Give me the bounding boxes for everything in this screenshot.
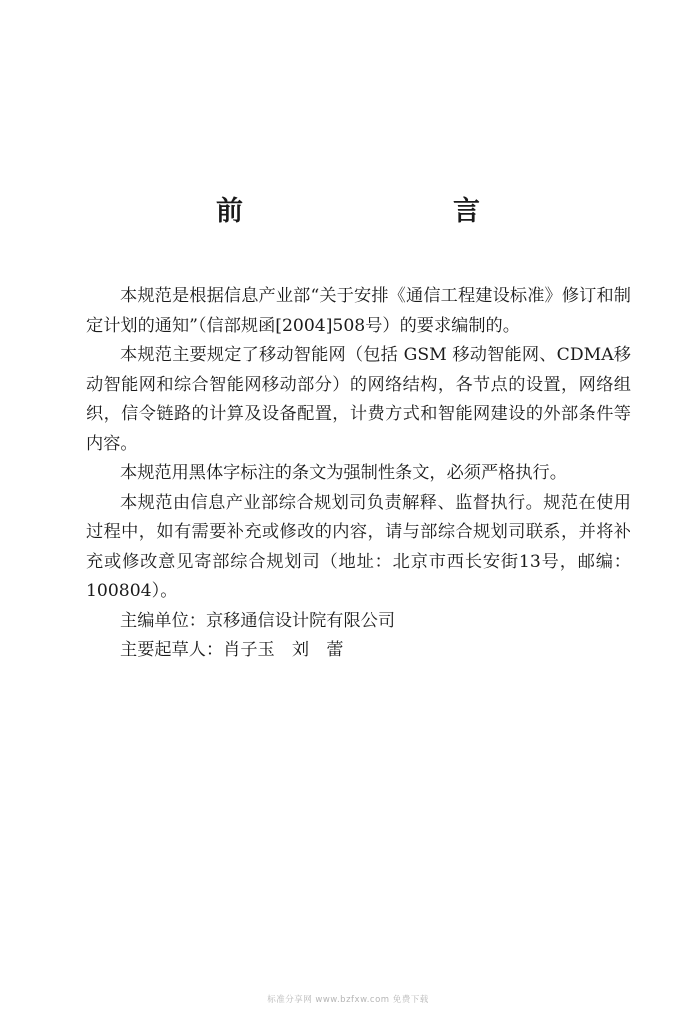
paragraph-interpretation: 本规范由信息产业部综合规划司负责解释、监督执行。规范在使用过程中，如有需要补充或修改的内容，请与部综合规划司联系，并将补充或修改意见寄部综合规划司（地址：北京市西长安街13号，邮编：100804）。 xyxy=(86,492,631,601)
paragraph-mandatory-clauses: 本规范用黑体字标注的条文为强制性条文，必须严格执行。 xyxy=(120,463,567,483)
watermark-footer: 标准分享网 www.bzfxw.com 免费下载 xyxy=(267,995,429,1005)
page-title: 前 言 xyxy=(216,196,532,227)
editor-unit: 主编单位：京移通信设计院有限公司 xyxy=(120,610,396,631)
preface-body xyxy=(86,282,631,666)
paragraph-compilation-basis: 本规范是根据信息产业部“关于安排《通信工程建设标准》修订和制定计划的通知”（信部规函[2004]508号）的要求编制的。 xyxy=(86,286,631,336)
main-drafters: 主要起草人：肖子玉 刘 蕾 xyxy=(120,640,344,660)
paragraph-scope: 本规范主要规定了移动智能网（包括 GSM 移动智能网、CDMA移动智能网和综合智能网移动部分）的网络结构，各节点的设置，网络组织，信令链路的计算及设备配置，计费方式和智能网建设的外部条件等内容。 xyxy=(86,345,631,454)
